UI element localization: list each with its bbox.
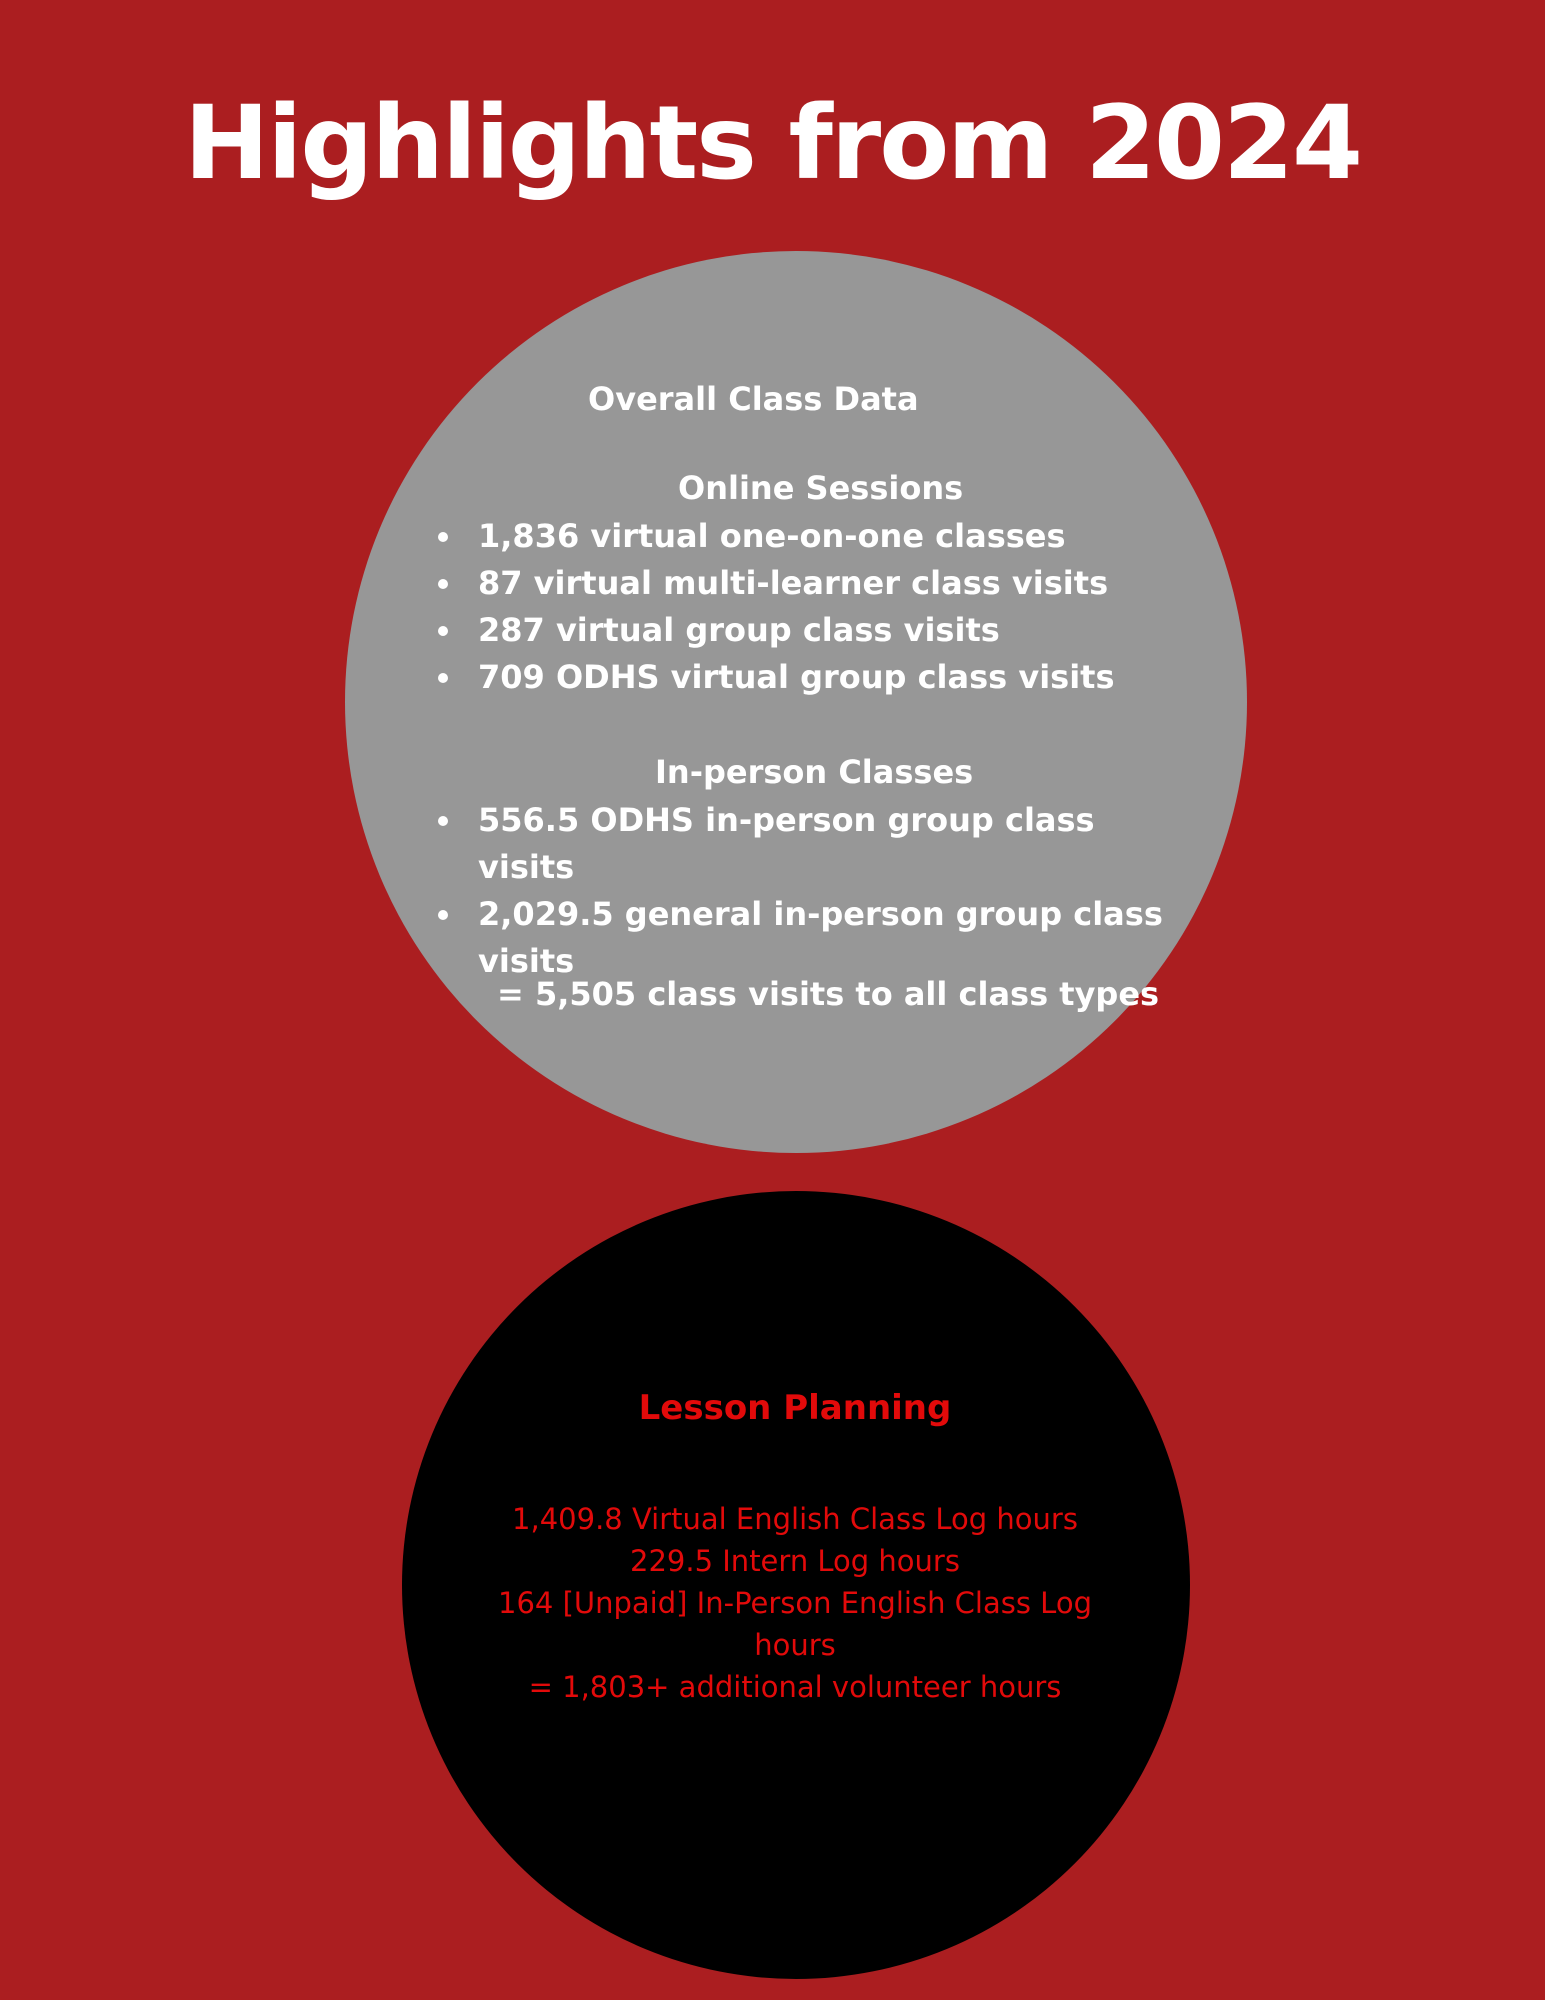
lesson-line: 229.5 Intern Log hours — [630, 1544, 960, 1578]
class-data-heading: Overall Class Data — [588, 380, 919, 418]
lesson-line: 164 [Unpaid] In-Person English Class Log hours — [498, 1586, 1092, 1662]
list-item: 556.5 ODHS in-person group class visits — [438, 797, 1178, 891]
list-item: 2,029.5 general in-person group class visits — [438, 891, 1178, 985]
lesson-planning-lines — [470, 1498, 1120, 1708]
online-sessions-heading: Online Sessions — [678, 469, 964, 507]
list-item: 287 virtual group class visits — [438, 607, 1178, 654]
in-person-classes-list — [438, 797, 1178, 985]
lesson-planning-heading: Lesson Planning — [638, 1388, 952, 1428]
list-item: 1,836 virtual one-on-one classes — [438, 513, 1178, 560]
class-visits-total: = 5,505 class visits to all class types — [497, 975, 1160, 1013]
list-item: 87 virtual multi-learner class visits — [438, 560, 1178, 607]
list-item: 709 ODHS virtual group class visits — [438, 654, 1178, 701]
page-title: Highlights from 2024 — [184, 84, 1361, 203]
in-person-classes-heading: In-person Classes — [655, 753, 974, 791]
lesson-line: = 1,803+ additional volunteer hours — [528, 1670, 1062, 1704]
online-sessions-list — [438, 513, 1178, 701]
lesson-line: 1,409.8 Virtual English Class Log hours — [512, 1502, 1078, 1536]
